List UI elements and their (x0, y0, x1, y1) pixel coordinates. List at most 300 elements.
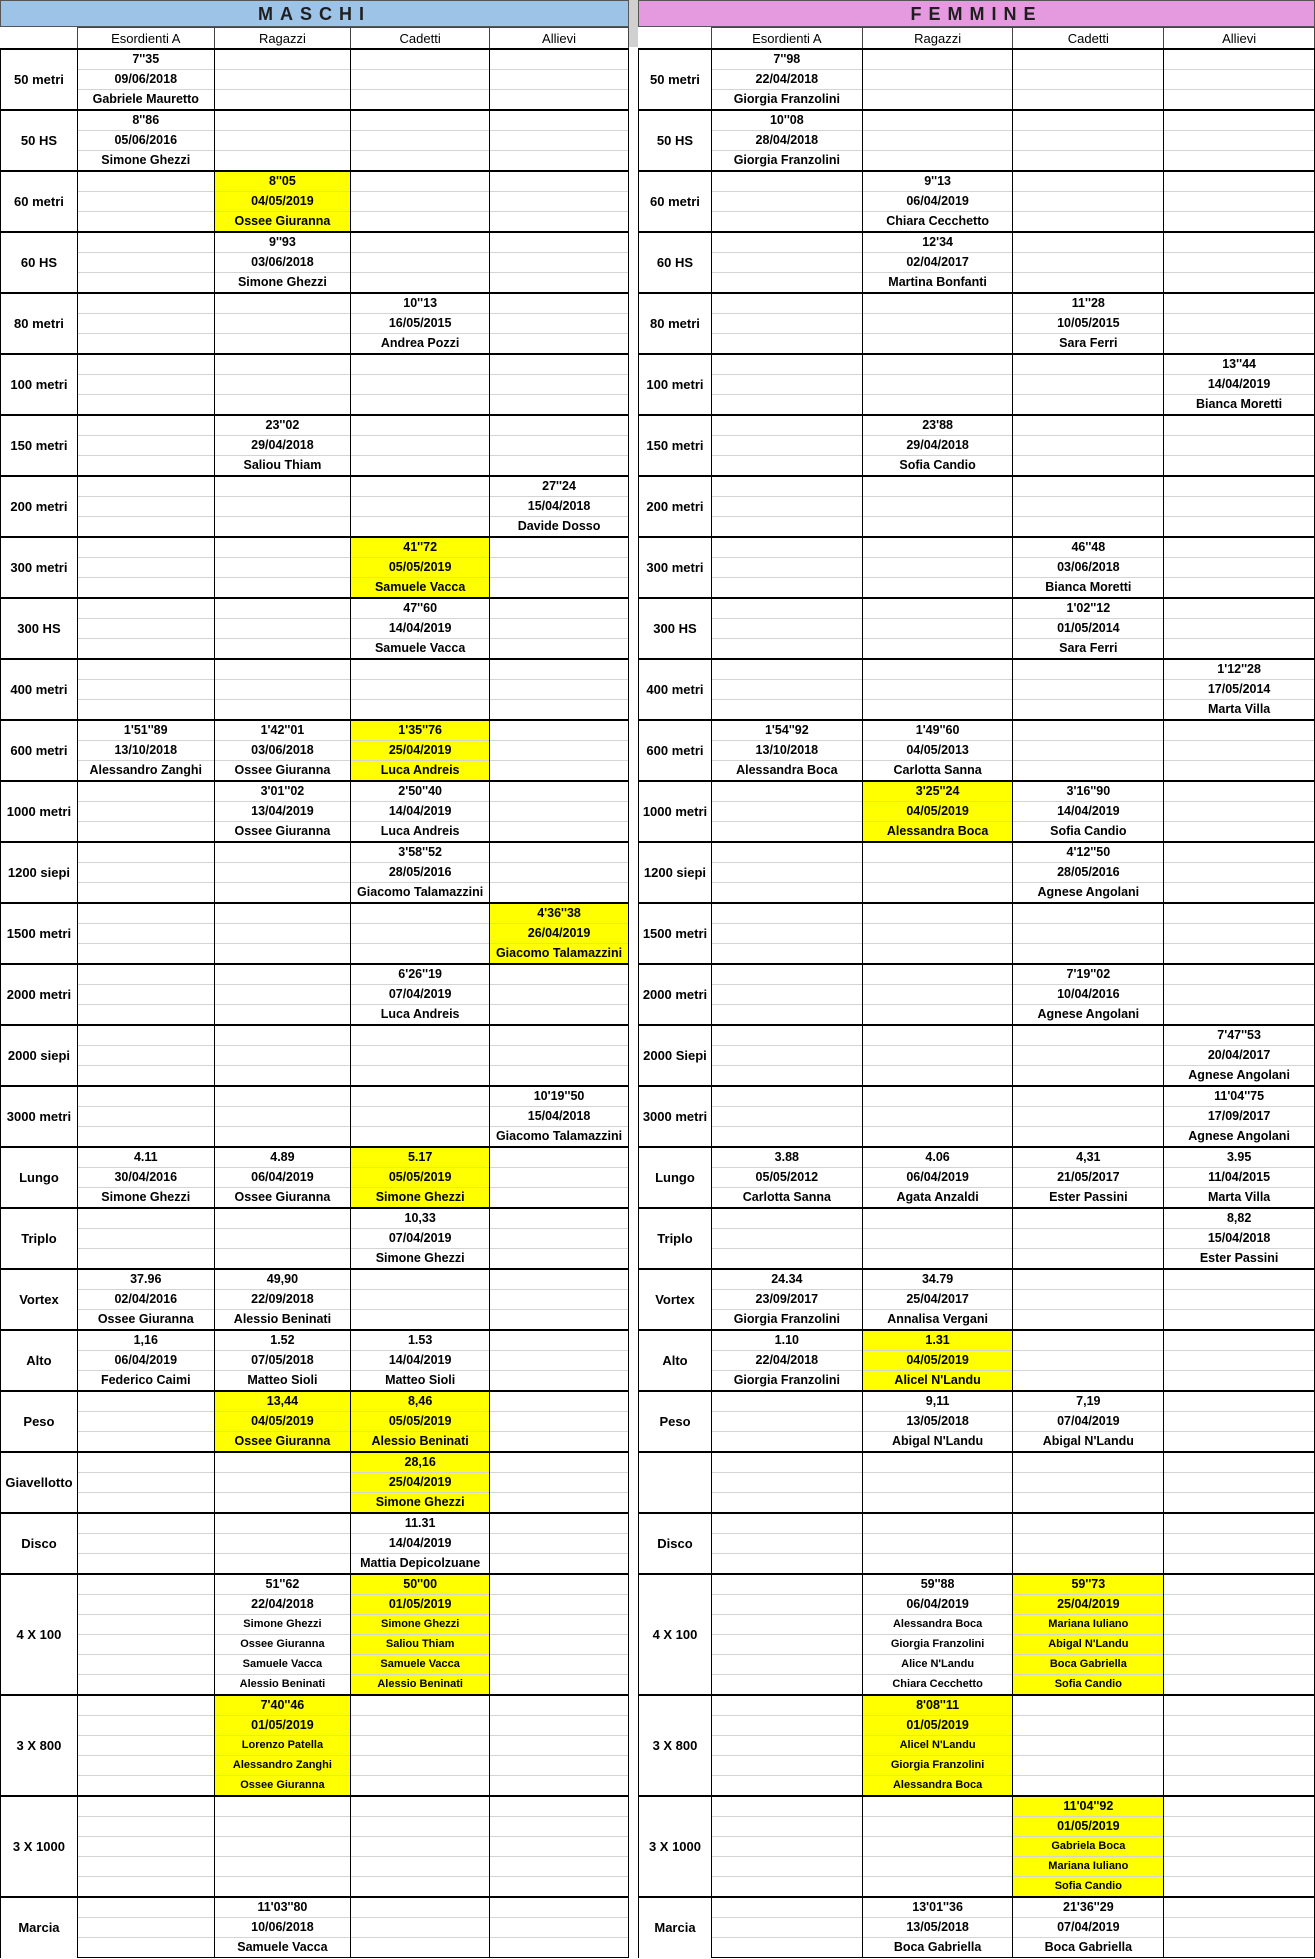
empty-cell (1013, 1086, 1164, 1107)
empty-cell (351, 700, 490, 721)
empty-cell (77, 1046, 214, 1066)
record-athlete: Giorgia Franzolini (862, 1756, 1013, 1776)
empty-cell (711, 476, 862, 497)
empty-cell (711, 1066, 862, 1087)
record-athlete: Saliou Thiam (351, 1635, 490, 1655)
empty-cell (490, 1675, 629, 1696)
empty-cell (490, 883, 629, 904)
empty-cell (1164, 863, 1315, 883)
record-athlete: Marta Villa (1164, 700, 1315, 721)
empty-cell (1164, 415, 1315, 436)
empty-cell (1013, 192, 1164, 212)
empty-cell (490, 1269, 629, 1290)
record-row (1, 1229, 629, 1249)
maschi-title: MASCHI (0, 0, 629, 27)
event-label: Triplo (1, 1208, 78, 1269)
event-label: 150 metri (639, 415, 712, 476)
empty-cell (1013, 415, 1164, 436)
empty-cell (862, 1208, 1013, 1229)
empty-cell (1164, 1877, 1315, 1898)
empty-cell (1164, 537, 1315, 558)
record-athlete: Boca Gabriella (1013, 1655, 1164, 1675)
empty-cell (1164, 1005, 1315, 1026)
record-row (1, 1595, 629, 1615)
event-label: Alto (1, 1330, 78, 1391)
empty-cell (351, 49, 490, 70)
empty-cell (711, 1595, 862, 1615)
empty-cell (77, 903, 214, 924)
record-row (1, 1675, 629, 1696)
empty-cell (214, 1107, 351, 1127)
record-row (639, 1716, 1315, 1736)
record-row (1, 1938, 629, 1958)
record-row (639, 1736, 1315, 1756)
empty-cell (490, 90, 629, 111)
event-label: 3 X 800 (639, 1695, 712, 1796)
record-athlete: Simone Ghezzi (214, 273, 351, 294)
empty-cell (77, 822, 214, 843)
record-date: 20/04/2017 (1164, 1046, 1315, 1066)
event-label: Lungo (1, 1147, 78, 1208)
empty-cell (711, 1716, 862, 1736)
empty-cell (351, 1310, 490, 1331)
event-label: 2000 Siepi (639, 1025, 712, 1086)
record-row (639, 1188, 1315, 1209)
empty-cell (711, 700, 862, 721)
record-mark: 13'01''36 (862, 1897, 1013, 1918)
record-mark: 3'58''52 (351, 842, 490, 863)
record-row (1, 1837, 629, 1857)
empty-cell (862, 1066, 1013, 1087)
record-row (1, 1025, 629, 1046)
empty-cell (1164, 314, 1315, 334)
record-athlete: Alessandro Zanghi (77, 761, 214, 782)
record-row (639, 1837, 1315, 1857)
record-row (1, 253, 629, 273)
record-mark: 4.06 (862, 1147, 1013, 1168)
empty-cell (862, 537, 1013, 558)
empty-cell (77, 781, 214, 802)
empty-cell (711, 1615, 862, 1635)
record-date: 01/05/2014 (1013, 619, 1164, 639)
empty-cell (77, 1554, 214, 1575)
empty-cell (1164, 781, 1315, 802)
event-label: Peso (1, 1391, 78, 1452)
record-athlete: Saliou Thiam (214, 456, 351, 477)
event-label: Vortex (1, 1269, 78, 1330)
empty-cell (1164, 822, 1315, 843)
record-row (639, 1877, 1315, 1898)
record-row (639, 781, 1315, 802)
record-athlete: Samuele Vacca (351, 1655, 490, 1675)
record-date: 03/06/2018 (214, 253, 351, 273)
empty-cell (1164, 761, 1315, 782)
empty-cell (1164, 232, 1315, 253)
empty-cell (711, 1897, 862, 1918)
empty-cell (77, 680, 214, 700)
empty-cell (490, 1208, 629, 1229)
femmine-table-body (639, 49, 1315, 1958)
empty-cell (1164, 212, 1315, 233)
empty-cell (711, 619, 862, 639)
empty-cell (862, 354, 1013, 375)
record-row (1, 1918, 629, 1938)
col-header-esordienti: Esordienti A (711, 28, 862, 50)
empty-cell (214, 517, 351, 538)
event-label: 1500 metri (1, 903, 78, 964)
record-date: 25/04/2019 (351, 1473, 490, 1493)
record-mark: 46''48 (1013, 537, 1164, 558)
empty-cell (711, 1493, 862, 1514)
record-row (1, 436, 629, 456)
empty-cell (1164, 944, 1315, 965)
record-row (639, 1432, 1315, 1453)
event-label: 60 HS (639, 232, 712, 293)
empty-cell (1013, 1249, 1164, 1270)
record-athlete: Carlotta Sanna (862, 761, 1013, 782)
record-date: 01/05/2019 (1013, 1817, 1164, 1837)
empty-cell (490, 1005, 629, 1026)
record-row (639, 924, 1315, 944)
empty-cell (77, 1025, 214, 1046)
record-date: 05/05/2019 (351, 1412, 490, 1432)
empty-cell (490, 436, 629, 456)
event-label: 1000 metri (639, 781, 712, 842)
event-label: 100 metri (1, 354, 78, 415)
empty-cell (862, 151, 1013, 172)
empty-cell (1164, 741, 1315, 761)
record-mark: 7'19''02 (1013, 964, 1164, 985)
empty-cell (214, 985, 351, 1005)
record-date: 16/05/2015 (351, 314, 490, 334)
empty-cell (214, 1534, 351, 1554)
empty-cell (490, 1188, 629, 1209)
empty-cell (77, 598, 214, 619)
empty-cell (862, 1473, 1013, 1493)
record-athlete: Sofia Candio (1013, 1877, 1164, 1898)
empty-cell (214, 1249, 351, 1270)
empty-cell (351, 70, 490, 90)
empty-cell (77, 456, 214, 477)
record-row (1, 1513, 629, 1534)
empty-cell (1013, 1229, 1164, 1249)
empty-cell (1013, 1554, 1164, 1575)
empty-cell (862, 497, 1013, 517)
empty-cell (1013, 924, 1164, 944)
record-row (1, 842, 629, 863)
record-athlete: Sofia Candio (1013, 1675, 1164, 1696)
record-row (1, 802, 629, 822)
empty-cell (490, 1229, 629, 1249)
record-mark: 12'34 (862, 232, 1013, 253)
femmine-title: FEMMINE (638, 0, 1315, 27)
record-row (1, 680, 629, 700)
record-mark: 8''86 (77, 110, 214, 131)
event-label: Lungo (639, 1147, 712, 1208)
record-date: 03/06/2018 (214, 741, 351, 761)
record-date: 15/04/2018 (490, 497, 629, 517)
record-athlete: Ossee Giuranna (77, 1310, 214, 1331)
empty-cell (711, 1655, 862, 1675)
empty-cell (77, 1615, 214, 1635)
event-label: 50 HS (1, 110, 78, 171)
record-date: 07/05/2018 (214, 1351, 351, 1371)
empty-cell (351, 1776, 490, 1797)
record-row (1, 883, 629, 904)
event-label: 3 X 1000 (1, 1796, 78, 1897)
empty-cell (214, 151, 351, 172)
record-row (639, 415, 1315, 436)
empty-cell (1164, 985, 1315, 1005)
col-header-ragazzi: Ragazzi (862, 28, 1013, 50)
record-row (639, 1249, 1315, 1270)
empty-cell (214, 314, 351, 334)
record-row (1, 456, 629, 477)
record-row (1, 1655, 629, 1675)
record-athlete: Agata Anzaldi (862, 1188, 1013, 1209)
empty-cell (1164, 1796, 1315, 1817)
empty-cell (711, 293, 862, 314)
record-date: 07/04/2019 (351, 985, 490, 1005)
empty-cell (711, 1756, 862, 1776)
maschi-panel (0, 0, 629, 1958)
record-row (639, 1351, 1315, 1371)
record-row (1, 1897, 629, 1918)
record-mark: 6'26''19 (351, 964, 490, 985)
empty-cell (77, 639, 214, 660)
record-mark: 7'40''46 (214, 1695, 351, 1716)
empty-cell (711, 1452, 862, 1473)
empty-cell (1164, 1776, 1315, 1797)
empty-cell (1164, 1554, 1315, 1575)
event-label: Marcia (639, 1897, 712, 1958)
empty-cell (351, 517, 490, 538)
empty-cell (77, 1127, 214, 1148)
record-row (1, 476, 629, 497)
empty-cell (214, 842, 351, 863)
empty-cell (214, 90, 351, 111)
record-row (1, 781, 629, 802)
record-row (1, 1086, 629, 1107)
empty-cell (1164, 1655, 1315, 1675)
empty-cell (711, 1208, 862, 1229)
record-row (639, 1796, 1315, 1817)
empty-cell (711, 314, 862, 334)
empty-cell (214, 558, 351, 578)
empty-cell (1013, 1269, 1164, 1290)
empty-cell (351, 273, 490, 294)
empty-cell (1164, 1897, 1315, 1918)
empty-cell (1164, 964, 1315, 985)
record-athlete: Alessandra Boca (862, 1615, 1013, 1635)
empty-cell (351, 1046, 490, 1066)
empty-cell (1164, 842, 1315, 863)
record-athlete: Mariana Iuliano (1013, 1857, 1164, 1877)
event-label: 1200 siepi (639, 842, 712, 903)
record-athlete: Ossee Giuranna (214, 1432, 351, 1453)
empty-cell (351, 1269, 490, 1290)
record-mark: 49,90 (214, 1269, 351, 1290)
empty-cell (1164, 517, 1315, 538)
record-row (639, 1066, 1315, 1087)
empty-cell (1013, 700, 1164, 721)
event-label: 3 X 800 (1, 1695, 78, 1796)
record-date: 05/05/2019 (351, 1168, 490, 1188)
record-athlete: Alessio Beninati (214, 1675, 351, 1696)
record-mark: 13''44 (1164, 354, 1315, 375)
record-row (1, 639, 629, 660)
empty-cell (351, 497, 490, 517)
record-row (1, 741, 629, 761)
record-row (639, 1554, 1315, 1575)
empty-cell (490, 1817, 629, 1837)
record-row (639, 1310, 1315, 1331)
empty-cell (77, 497, 214, 517)
empty-cell (351, 1756, 490, 1776)
record-row (639, 1776, 1315, 1797)
empty-cell (490, 273, 629, 294)
empty-cell (77, 558, 214, 578)
empty-cell (490, 1736, 629, 1756)
record-mark: 11'04''75 (1164, 1086, 1315, 1107)
record-row (1, 1107, 629, 1127)
record-row (639, 49, 1315, 70)
record-row (639, 1756, 1315, 1776)
empty-cell (490, 781, 629, 802)
record-row (1, 1310, 629, 1331)
col-header-cadetti: Cadetti (1013, 28, 1164, 50)
empty-cell (490, 802, 629, 822)
empty-cell (862, 639, 1013, 660)
empty-cell (862, 903, 1013, 924)
record-row (1, 1877, 629, 1898)
empty-cell (490, 1877, 629, 1898)
record-row (1, 395, 629, 416)
empty-cell (77, 1675, 214, 1696)
empty-cell (1164, 1695, 1315, 1716)
event-label: 50 HS (639, 110, 712, 171)
empty-cell (862, 1837, 1013, 1857)
empty-cell (490, 619, 629, 639)
empty-cell (214, 110, 351, 131)
record-athlete: Samuele Vacca (214, 1655, 351, 1675)
empty-cell (862, 1877, 1013, 1898)
record-row (1, 558, 629, 578)
record-row (1, 517, 629, 538)
empty-cell (490, 1290, 629, 1310)
record-row (1, 659, 629, 680)
empty-cell (862, 314, 1013, 334)
record-date: 09/06/2018 (77, 70, 214, 90)
record-row (639, 436, 1315, 456)
record-row (1, 1554, 629, 1575)
record-athlete: Luca Andreis (351, 761, 490, 782)
record-row (1, 1351, 629, 1371)
record-mark: 10''08 (711, 110, 862, 131)
empty-cell (1164, 1716, 1315, 1736)
record-mark: 1.52 (214, 1330, 351, 1351)
record-row (639, 517, 1315, 538)
record-row (639, 659, 1315, 680)
record-row (1, 1290, 629, 1310)
empty-cell (1013, 273, 1164, 294)
record-date: 14/04/2019 (351, 1534, 490, 1554)
record-athlete: Alessandra Boca (862, 1776, 1013, 1797)
record-mark: 7'47''53 (1164, 1025, 1315, 1046)
empty-cell (1013, 1290, 1164, 1310)
empty-cell (1013, 131, 1164, 151)
record-athlete: Giorgia Franzolini (711, 151, 862, 172)
empty-cell (490, 1452, 629, 1473)
empty-cell (711, 883, 862, 904)
record-mark: 3.95 (1164, 1147, 1315, 1168)
empty-cell (77, 964, 214, 985)
empty-cell (1013, 903, 1164, 924)
record-mark: 34.79 (862, 1269, 1013, 1290)
empty-cell (351, 924, 490, 944)
empty-cell (77, 985, 214, 1005)
record-athlete: Luca Andreis (351, 1005, 490, 1026)
empty-cell (1013, 1716, 1164, 1736)
empty-cell (1164, 578, 1315, 599)
empty-cell (490, 1574, 629, 1595)
empty-cell (1013, 1452, 1164, 1473)
record-row (639, 1391, 1315, 1412)
record-date: 13/04/2019 (214, 802, 351, 822)
empty-cell (351, 1107, 490, 1127)
record-athlete: Giacomo Talamazzini (351, 883, 490, 904)
empty-cell (862, 558, 1013, 578)
empty-cell (490, 1716, 629, 1736)
empty-cell (711, 680, 862, 700)
empty-cell (1164, 1736, 1315, 1756)
empty-cell (351, 1127, 490, 1148)
empty-cell (490, 1412, 629, 1432)
empty-cell (711, 639, 862, 660)
empty-cell (351, 232, 490, 253)
empty-cell (1013, 1127, 1164, 1148)
empty-cell (77, 1086, 214, 1107)
empty-cell (711, 334, 862, 355)
record-date: 22/04/2018 (711, 70, 862, 90)
empty-cell (351, 1716, 490, 1736)
record-row (1, 273, 629, 294)
record-athlete: Chiara Cecchetto (862, 212, 1013, 233)
event-label: 300 HS (639, 598, 712, 659)
record-row (1, 1716, 629, 1736)
event-label: Alto (639, 1330, 712, 1391)
record-row (1, 1857, 629, 1877)
empty-cell (862, 110, 1013, 131)
event-label: Giavellotto (1, 1452, 78, 1513)
record-mark: 37.96 (77, 1269, 214, 1290)
record-athlete: Mariana Iuliano (1013, 1615, 1164, 1635)
record-mark: 27''24 (490, 476, 629, 497)
empty-cell (490, 375, 629, 395)
empty-cell (711, 497, 862, 517)
record-mark: 11''28 (1013, 293, 1164, 314)
empty-cell (711, 578, 862, 599)
empty-cell (1164, 1857, 1315, 1877)
empty-cell (214, 1025, 351, 1046)
record-row (1, 863, 629, 883)
record-row (1, 1147, 629, 1168)
empty-cell (1013, 659, 1164, 680)
empty-cell (1013, 1473, 1164, 1493)
empty-cell (77, 578, 214, 599)
empty-cell (1164, 1310, 1315, 1331)
empty-cell (862, 1229, 1013, 1249)
